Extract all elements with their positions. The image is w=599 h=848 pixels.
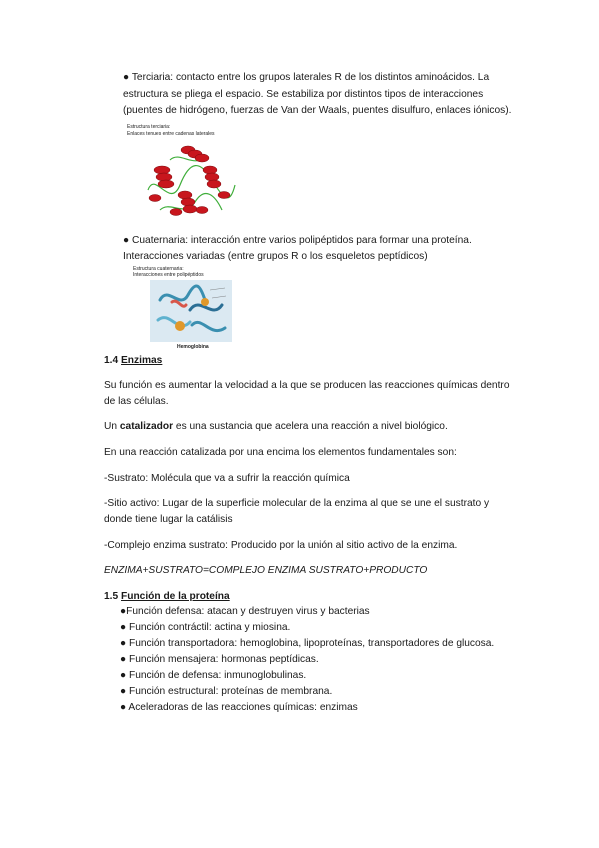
p2-bold-term: catalizador: [119, 421, 174, 432]
list-item: ● Función mensajera: hormonas peptídicas.: [120, 654, 319, 665]
enzimas-p1-line-2: de las células.: [104, 396, 169, 407]
enzimas-p3: En una reacción catalizada por una encima los elementos fundamentales son:: [104, 447, 457, 458]
list-item: ●Función defensa: atacan y destruyen virus y bacterias: [120, 606, 370, 617]
terciaria-figure-caption-1: Estructura terciaria:: [127, 124, 171, 130]
cuaternaria-figure-caption-2: Interacciones entre polipéptidos: [133, 272, 204, 278]
enzimas-p6: -Complejo enzima sustrato: Producido por la unión al sitio activo de la enzima.: [104, 540, 458, 551]
section-heading-enzimas: [104, 354, 162, 367]
section-number: 1.5: [104, 591, 119, 602]
section-number: 1.4: [104, 355, 119, 366]
enzimas-p5-line-2: donde tiene lugar la catálisis: [104, 514, 233, 525]
section-title: Función de la proteína: [121, 591, 230, 602]
terciaria-text-1: Terciaria: contacto entre los grupos laterales R de los distintos aminoácidos. La: [131, 72, 490, 83]
section-heading-funcion: [104, 590, 230, 603]
quaternary-structure-image: [150, 280, 232, 342]
enzimas-formula: ENZIMA+SUSTRATO=COMPLEJO ENZIMA SUSTRATO+PRODUCTO: [104, 565, 428, 576]
p2-prefix: Un: [104, 421, 120, 432]
p2-rest: es una sustancia que acelera una reacción a nivel biológico.: [173, 421, 448, 432]
section-title: Enzimas: [121, 355, 163, 366]
terciaria-figure-caption-2: Enlaces tenues entre cadenas laterales: [127, 131, 215, 137]
cuaternaria-text-1: Cuaternaria: interacción entre varios polipéptidos para formar una proteína.: [132, 235, 472, 246]
cuaternaria-line-1: [123, 234, 472, 247]
cuaternaria-figure-caption-1: Estructura cuaternaria:: [133, 266, 184, 272]
enzimas-p4: -Sustrato: Molécula que va a sufrir la reacción química: [104, 473, 350, 484]
cuaternaria-figure-label: Hemoglobina: [177, 344, 209, 350]
enzimas-p1-line-1: Su función es aumentar la velocidad a la que se producen las reacciones químicas dentro: [104, 380, 510, 391]
list-item: ● Función contráctil: actina y miosina.: [120, 622, 291, 633]
enzimas-p2: [104, 420, 448, 433]
terciaria-line-1: [123, 71, 489, 84]
terciaria-line-3: (puentes de hidrógeno, fuerzas de Van der Waals, puentes disulfuro, enlaces iónicos).: [123, 105, 512, 116]
bullet: ●: [123, 72, 130, 83]
tertiary-structure-image: [140, 140, 240, 222]
bullet: ●: [123, 235, 130, 246]
cuaternaria-line-2: Interacciones variadas (entre grupos R o los esqueletos peptídicos): [123, 251, 428, 262]
list-item: ● Función de defensa: inmunoglobulinas.: [120, 670, 307, 681]
enzimas-p5-line-1: -Sitio activo: Lugar de la superficie molecular de la enzima al que se une el sustrato y: [104, 498, 490, 509]
terciaria-line-2: estructura se pliega el espacio. Se estabiliza por distintos tipos de interacciones: [123, 89, 484, 100]
list-item: ● Función transportadora: hemoglobina, lipoproteínas, transportadores de glucosa.: [120, 638, 495, 649]
list-item: ● Aceleradoras de las reacciones químicas: enzimas: [120, 702, 358, 713]
list-item: ● Función estructural: proteínas de membrana.: [120, 686, 333, 697]
